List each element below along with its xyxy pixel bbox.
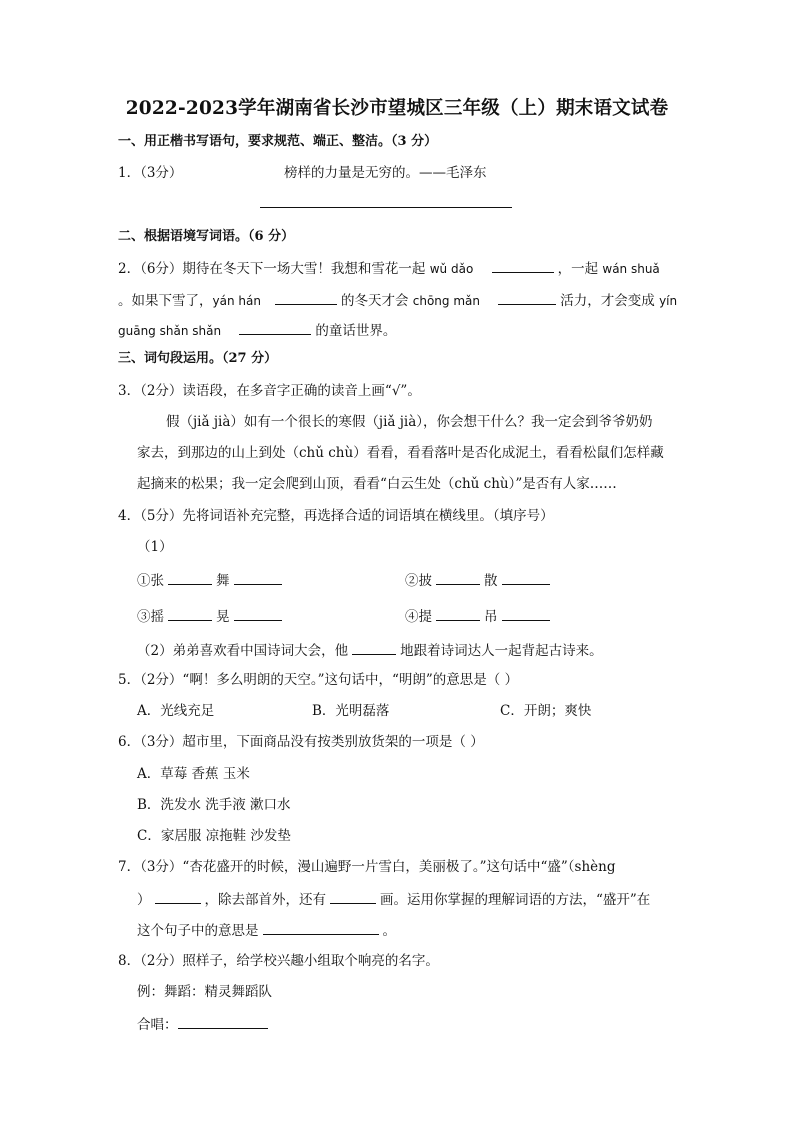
q4-sub-2-blank[interactable] <box>352 640 396 655</box>
q4-item-2-blank-2[interactable] <box>502 570 550 585</box>
q7-blank-radical[interactable] <box>155 889 201 904</box>
q3-heading: 3．（2分）读语段，在多音字正确的读音上画“√”。 <box>118 383 421 399</box>
q4-heading: 4．（5分）先将词语补充完整，再选择合适的词语填在横线里。（填序号） <box>118 508 554 524</box>
q4-item-1-char-a: ①张 <box>137 573 164 589</box>
q4-item-3-char-b: 晃 <box>216 609 230 625</box>
q7-text-e: 。 <box>382 923 396 939</box>
pinyin-chongman: chōng mǎn <box>412 294 480 308</box>
q1-number: 1．（3分） <box>118 165 183 181</box>
q4-item-4 <box>405 606 554 626</box>
q2-line-3 <box>118 320 396 340</box>
q4-item-4-blank-1[interactable] <box>436 606 480 621</box>
q6-option-a[interactable]: A．草莓 香蕉 玉米 <box>137 766 250 782</box>
q4-item-1-blank-2[interactable] <box>234 570 282 585</box>
q2-line-1 <box>118 258 660 278</box>
q7-line-2 <box>137 889 650 909</box>
blank-yinguangshanshan[interactable] <box>239 320 311 335</box>
blank-wudao[interactable] <box>492 258 554 273</box>
q4-item-1 <box>137 570 286 590</box>
blank-yanhan[interactable] <box>275 290 337 305</box>
q3-passage-line-3: 起摘来的松果；我一定会爬到山顶，看看“白云生处（chǔ chù）”是否有人家…… <box>137 476 617 492</box>
q3-passage-line-2: 家去，到那边的山上到处（chǔ chù）看看，看看落叶是否化成泥土，看看松鼠们怎样藏 <box>137 445 664 461</box>
q8-chorus-label: 合唱： <box>137 1017 178 1033</box>
blank-chongman[interactable] <box>498 290 556 305</box>
q4-item-3 <box>137 606 286 626</box>
pinyin-wanshua: wán shuǎ <box>602 262 660 276</box>
q7-text-c: 画。运用你掌握的理解词语的方法，“盛开”在 <box>380 892 651 908</box>
q4-item-4-char-b: 吊 <box>484 609 498 625</box>
q2-text-6: 的童话世界。 <box>315 323 397 339</box>
q4-item-2-char-a: ②披 <box>405 573 432 589</box>
q2-text-3: 。如果下雪了， <box>118 293 213 309</box>
q7-text-d: 这个句子中的意思是 <box>137 923 259 939</box>
q3-passage-line-1: 假（jiǎ jià）如有一个很长的寒假（jiǎ jià），你会想干什么？我一定会到爷爷奶奶 <box>166 414 653 430</box>
q8-chorus-blank[interactable] <box>178 1014 268 1029</box>
q2-text-1: 2．（6分）期待在冬天下一场大雪！我想和雪花一起 <box>118 261 426 277</box>
q7-text-b: ，除去部首外，还有 <box>204 892 326 908</box>
q8-example: 例：舞蹈：精灵舞蹈队 <box>137 984 272 1000</box>
section-3-heading: 三、词句段运用。（27 分） <box>118 351 278 366</box>
q4-item-3-blank-1[interactable] <box>168 606 212 621</box>
q8-heading: 8．（2分）照样子，给学校兴趣小组取个响亮的名字。 <box>118 953 439 969</box>
pinyin-guangshanshan: guāng shǎn shǎn <box>118 324 222 338</box>
q1-sentence: 榜样的力量是无穷的。——毛泽东 <box>284 165 487 181</box>
q2-text-2: ，一起 <box>557 261 599 277</box>
q4-item-2-blank-1[interactable] <box>436 570 480 585</box>
q2-text-5: 活力，才会变成 <box>560 293 655 309</box>
q4-item-2 <box>405 570 554 590</box>
pinyin-yanhan: yán hán <box>212 294 261 308</box>
q1-writing-line[interactable] <box>260 207 512 208</box>
section-2-heading: 二、根据语境写词语。（6 分） <box>118 229 295 244</box>
q2-text-4: 的冬天才会 <box>340 293 409 309</box>
q4-item-2-char-b: 散 <box>484 573 498 589</box>
q4-item-3-char-a: ③摇 <box>137 609 164 625</box>
q5-option-c[interactable]: C．开朗；爽快 <box>500 703 592 719</box>
q7-paren: ） <box>137 892 151 908</box>
q7-blank-strokes[interactable] <box>330 889 376 904</box>
q7-line-3 <box>137 920 396 940</box>
q4-sub-1: （1） <box>137 539 173 555</box>
q5-option-a[interactable]: A．光线充足 <box>137 703 215 719</box>
q4-item-4-blank-2[interactable] <box>502 606 550 621</box>
q6-option-c[interactable]: C．家居服 凉拖鞋 沙发垫 <box>137 828 291 844</box>
q4-item-1-blank-1[interactable] <box>168 570 212 585</box>
q2-line-2 <box>118 290 677 310</box>
q7-blank-meaning[interactable] <box>263 920 379 935</box>
q5-option-b[interactable]: B．光明磊落 <box>312 703 390 719</box>
pinyin-wudao: wǔ dǎo <box>429 262 474 276</box>
q4-sub-2-text-b: 地跟着诗词达人一起背起古诗来。 <box>400 643 603 659</box>
q4-item-1-char-b: 舞 <box>216 573 230 589</box>
q8-chorus-line <box>137 1014 272 1034</box>
page-title: 2022-2023学年湖南省长沙市望城区三年级（上）期末语文试卷 <box>125 98 669 119</box>
q5-heading: 5．（2分）“啊！多么明朗的天空。”这句话中，“明朗”的意思是（ ） <box>118 672 519 688</box>
section-1-heading: 一、用正楷书写语句，要求规范、端正、整洁。（3 分） <box>118 134 438 149</box>
q4-item-3-blank-2[interactable] <box>234 606 282 621</box>
q6-option-b[interactable]: B．洗发水 洗手液 漱口水 <box>137 797 291 813</box>
q4-sub-2 <box>137 640 603 660</box>
q4-item-4-char-a: ④提 <box>405 609 432 625</box>
q4-sub-2-text-a: （2）弟弟喜欢看中国诗词大会，他 <box>137 643 349 659</box>
q7-line-1: 7．（3分）“杏花盛开的时候，漫山遍野一片雪白，美丽极了。”这句话中“盛”（shèng <box>118 859 616 875</box>
pinyin-yin: yín <box>659 294 678 308</box>
q6-heading: 6．（3分）超市里，下面商品没有按类别放货架的一项是（ ） <box>118 734 484 750</box>
